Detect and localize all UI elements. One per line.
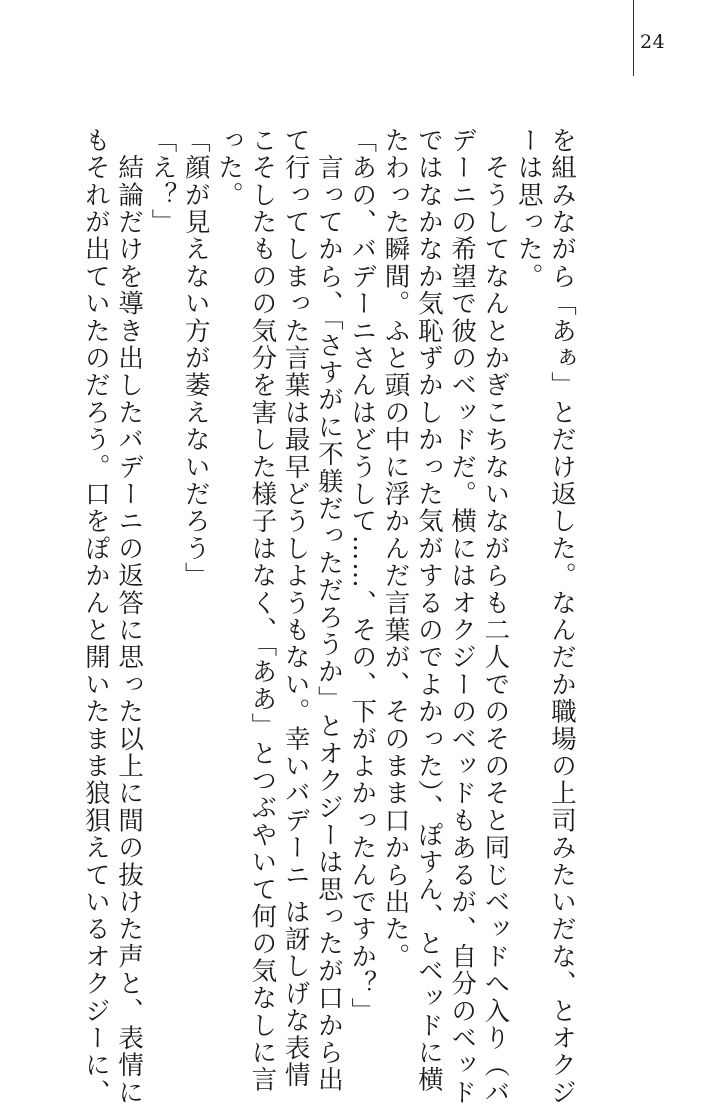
header-divider [633, 0, 634, 76]
text-line: て行ってしまった言葉は最早どうしようもない。幸いバデーニ は訝しげな表情 [280, 127, 311, 1089]
page-number: 24 [640, 31, 666, 53]
text-line: こそしたものの気分を害した様子はなく、「ああ」とつぶやいて何の気なしに言 [247, 127, 278, 1094]
text-line: を組みながら「あぁ」とだけ返した。なんだか職場の上司みたいだな、とオクジ [547, 127, 577, 1106]
text-line: 言ってから、「さすがに不躾だっただろうか」とオクジーは思ったが口から出 [313, 127, 344, 1094]
text-line: そうしてなんとかぎこちないながらも二人でのそのそと同じベッドへ入り（バ [480, 127, 511, 1106]
text-line: デーニの希望で彼のベッドだ。横にはオクジーのベッドもあるが、自分のベッド [447, 127, 478, 1106]
text-line: った。 [214, 127, 245, 209]
text-line: ーは思った。 [513, 127, 544, 291]
text-line: 「顔が見えない方が萎えないだろう」 [180, 127, 211, 590]
text-line: ではなかなか気恥ずかしかった気がするのでよかった）、ぽすん、とベッドに横 [413, 127, 444, 1094]
text-line: 「あの、バデーニさんはどうして……、その、下がよかったんですか？」 [347, 127, 378, 1025]
body-text [80, 127, 578, 1106]
text-line: もそれが出ていたのだろう。口をぽかんと開いたまま狼狽えているオクジーに、 [80, 127, 111, 1106]
text-line: たわった瞬間。ふと頭の中に浮かんだ言葉が、そのまま口から出た。 [380, 127, 411, 971]
text-line: 結論だけを導き出したバデーニの返答に思った以上に間の抜けた声と、表情に [114, 127, 145, 1106]
text-line: 「え？」 [147, 127, 178, 236]
